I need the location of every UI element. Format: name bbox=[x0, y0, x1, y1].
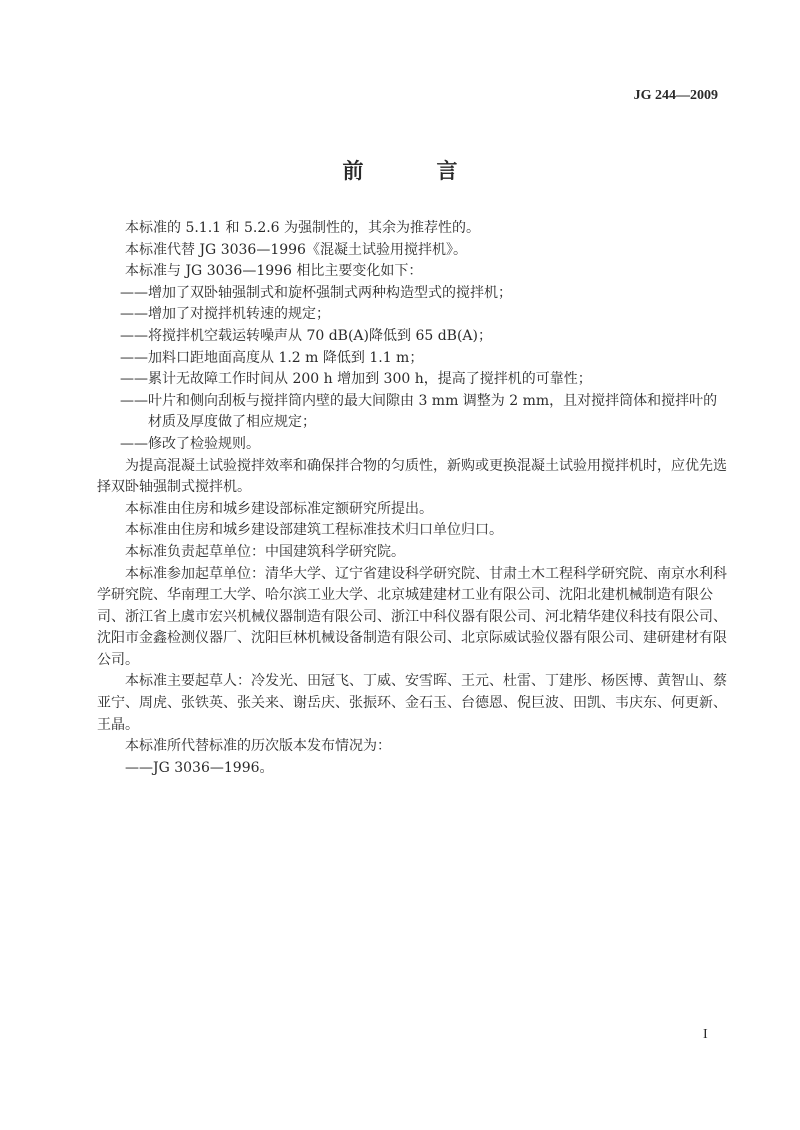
list-item: ——叶片和侧向刮板与搅拌筒内壁的最大间隙由 3 mm 调整为 2 mm，且对搅拌筒体和搅拌叶的材质及厚度做了相应规定； bbox=[120, 392, 718, 431]
paragraph: 本标准代替 JG 3036—1996《混凝土试验用搅拌机》。 bbox=[125, 241, 467, 258]
paragraph: 本标准由住房和城乡建设部标准定额研究所提出。 bbox=[125, 500, 433, 517]
paragraph: 本标准负责起草单位：中国建筑科学研究院。 bbox=[125, 543, 405, 560]
page-number: I bbox=[703, 1027, 708, 1042]
list-item: ——增加了双卧轴强制式和旋杯强制式两种构造型式的搅拌机； bbox=[120, 284, 512, 301]
document-code: JG 244—2009 bbox=[633, 88, 718, 103]
paragraph: ——JG 3036—1996。 bbox=[125, 759, 274, 776]
paragraph: 本标准参加起草单位：清华大学、辽宁省建设科学研究院、甘肃土木工程科学研究院、南京水利科学研究院、华南理工大学、哈尔滨工业大学、北京城建建材工业有限公司、沈阳北建机械制造有限公司、浙江省上虞市宏兴机械仪器制造有限公司、浙江中科仪器有限公司、河北精华建仪科技有限公司、沈阳市金鑫检测仪器厂、沈阳巨林机械设备制造有限公司、北京际威试验仪器有限公司、建研建材有限公司。 bbox=[97, 565, 727, 668]
paragraph: 本标准与 JG 3036—1996 相比主要变化如下： bbox=[125, 263, 423, 280]
paragraph: 本标准的 5.1.1 和 5.2.6 为强制性的，其余为推荐性的。 bbox=[125, 220, 481, 236]
list-item: ——增加了对搅拌机转速的规定； bbox=[120, 306, 330, 323]
list-item: ——累计无故障工作时间从 200 h 增加到 300 h，提高了搅拌机的可靠性； bbox=[120, 371, 592, 388]
paragraph: 本标准主要起草人：冷发光、田冠飞、丁威、安雪晖、王元、杜雷、丁建彤、杨医博、黄智山、蔡亚宁、周虎、张铁英、张关来、谢岳庆、张振环、金石玉、台德恩、倪巨波、田凯、韦庆东、何更新、王晶。 bbox=[97, 673, 727, 733]
paragraph: 本标准由住房和城乡建设部建筑工程标准技术归口单位归口。 bbox=[125, 522, 503, 539]
document-body bbox=[97, 218, 731, 779]
paragraph: 为提高混凝土试验搅拌效率和确保拌合物的匀质性，新购或更换混凝土试验用搅拌机时，应优先选择双卧轴强制式搅拌机。 bbox=[97, 457, 727, 496]
page-title: 前 言 bbox=[342, 158, 484, 183]
paragraph: 本标准所代替标准的历次版本发布情况为： bbox=[125, 738, 391, 755]
list-item: ——加料口距地面高度从 1.2 m 降低到 1.1 m； bbox=[120, 349, 424, 366]
list-item: ——修改了检验规则。 bbox=[120, 435, 260, 452]
list-item: ——将搅拌机空载运转噪声从 70 dB(A)降低到 65 dB(A)； bbox=[120, 327, 492, 344]
